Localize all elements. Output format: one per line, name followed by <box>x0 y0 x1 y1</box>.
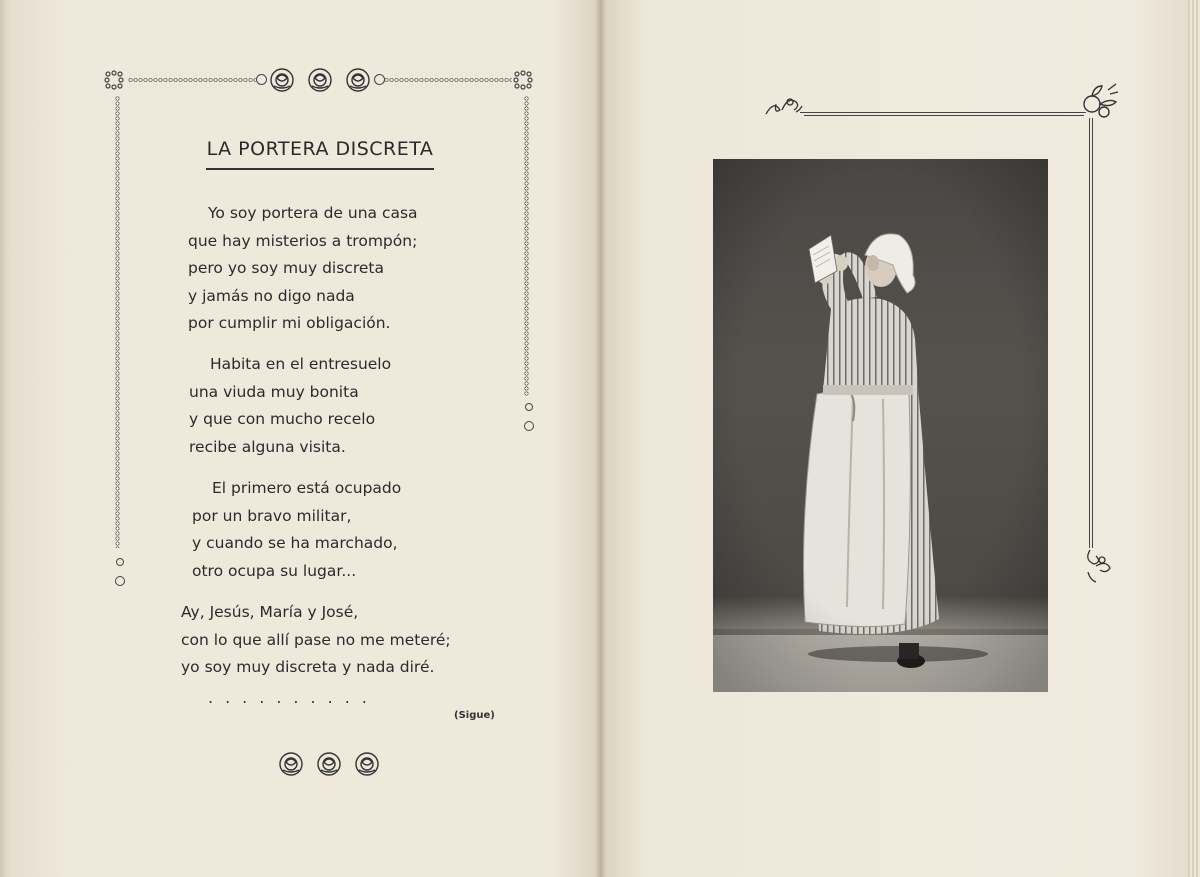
frame-right-end-ring <box>524 421 534 431</box>
frame-left-end-ring <box>115 576 125 586</box>
rose-ornament-icon <box>344 66 372 94</box>
verse-line: Yo soy portera de una casa <box>208 204 418 222</box>
verse-line: El primero está ocupado <box>212 479 402 497</box>
verse-line: por cumplir mi obligación. <box>188 314 391 333</box>
refrain <box>181 599 451 682</box>
stanza-3 <box>192 475 401 585</box>
verse-line: y que con mucho recelo <box>189 410 376 429</box>
frame-left-end-ring <box>116 558 124 566</box>
page-title: LA PORTERA DISCRETA <box>206 138 434 160</box>
rose-ornament-icon <box>353 750 381 778</box>
scroll-flourish-icon <box>1082 546 1114 586</box>
right-page-edge <box>1188 0 1200 877</box>
frame-right-end-ring <box>525 403 533 411</box>
verse-line: y jamás no digo nada <box>188 286 355 305</box>
frame-top-line <box>800 112 1086 113</box>
rose-ornament-icon <box>315 750 343 778</box>
verse-line: Ay, Jesús, María y José, <box>181 603 359 621</box>
frame-top-line-inner <box>804 115 1084 116</box>
book-gutter <box>596 0 606 877</box>
frame-corner-right-ornament <box>511 68 537 94</box>
continuation-label: (Sigue) <box>454 710 495 721</box>
dot-leaders: .......... <box>208 688 379 707</box>
frame-top-right-dots <box>384 78 512 82</box>
rose-ornament-icon <box>277 750 305 778</box>
frame-right-line-inner <box>1092 118 1093 548</box>
verse-line: y cuando se ha marchado, <box>192 534 398 553</box>
rose-ornament-icon <box>268 66 296 94</box>
woman-reading-letter-figure <box>713 159 1048 692</box>
frame-left-dots <box>115 96 120 548</box>
verse-line: pero yo soy muy discreta <box>188 259 384 278</box>
stanza-2 <box>189 351 391 461</box>
frame-corner-left-ornament <box>102 68 128 94</box>
verse-line: por un bravo militar, <box>192 506 352 525</box>
frame-right-line <box>1089 118 1090 548</box>
fleur-de-lis-ornament-icon <box>1080 82 1122 122</box>
frame-top-left-dots <box>128 78 256 82</box>
frame-top-ring <box>374 74 385 85</box>
verse-line: Habita en el entresuelo <box>210 355 392 373</box>
verse-line: recibe alguna visita. <box>189 437 346 456</box>
verse-line: que hay misterios a trompón; <box>188 231 418 250</box>
verse-line: yo soy muy discreta y nada diré. <box>181 658 435 677</box>
scroll-flourish-icon <box>764 92 804 120</box>
verse-line: una viuda muy bonita <box>189 382 359 401</box>
rose-ornament-icon <box>306 66 334 94</box>
frame-right-dots <box>524 96 529 396</box>
frame-top-ring <box>256 74 267 85</box>
verse-line: otro ocupa su lugar... <box>192 561 357 580</box>
verse-line: con lo que allí pase no me meteré; <box>181 630 451 649</box>
vintage-photograph <box>713 159 1048 692</box>
title-underline <box>206 168 434 170</box>
left-page-edge <box>0 0 10 877</box>
stanza-1 <box>188 200 418 338</box>
